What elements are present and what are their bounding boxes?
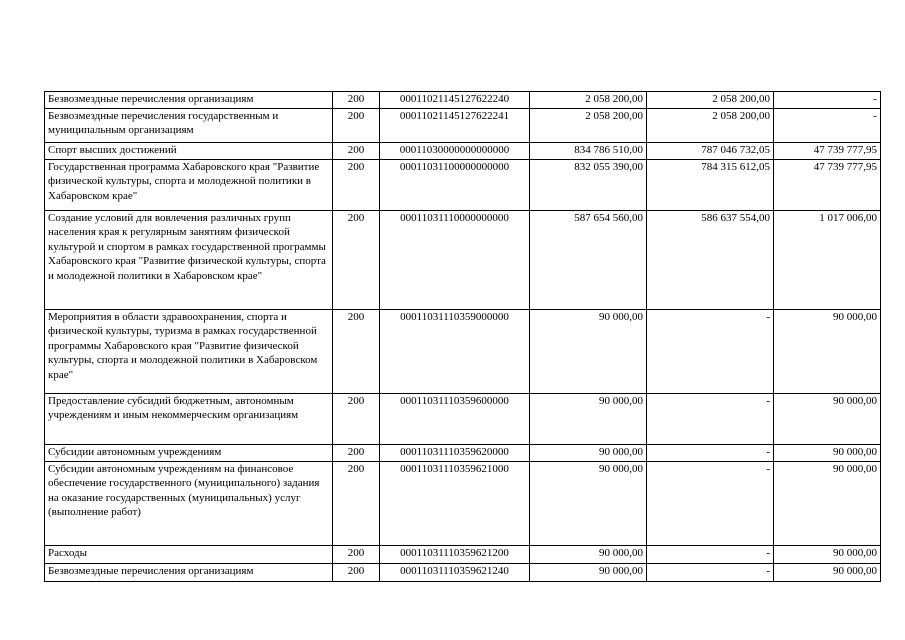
approved-amount-cell: 832 055 390,00: [530, 159, 647, 210]
approved-amount-cell: 90 000,00: [530, 444, 647, 461]
line-code-cell: 200: [333, 393, 380, 444]
item-name-cell: Безвозмездные перечисления государственным и муниципальным организациям: [45, 108, 333, 142]
table-row: [45, 108, 881, 142]
table-row: [45, 461, 881, 545]
remaining-amount-cell: 90 000,00: [774, 563, 881, 581]
executed-amount-cell: 2 058 200,00: [647, 108, 774, 142]
executed-amount-cell: 586 637 554,00: [647, 210, 774, 309]
item-name-cell: Расходы: [45, 545, 333, 563]
remaining-amount-cell: 47 739 777,95: [774, 159, 881, 210]
budget-code-cell: 00011031110359600000: [380, 393, 530, 444]
approved-amount-cell: 834 786 510,00: [530, 142, 647, 159]
budget-code-cell: 00011031110000000000: [380, 210, 530, 309]
item-name-cell: Государственная программа Хабаровского края "Развитие физической культуры, спорта и молодежной политики в Хабаровском крае": [45, 159, 333, 210]
budget-execution-table: [44, 91, 881, 582]
budget-code-cell: 00011031110359000000: [380, 309, 530, 393]
executed-amount-cell: 2 058 200,00: [647, 92, 774, 109]
budget-code-cell: 00011021145127622240: [380, 92, 530, 109]
executed-amount-cell: 787 046 732,05: [647, 142, 774, 159]
remaining-amount-cell: 90 000,00: [774, 393, 881, 444]
executed-amount-cell: 784 315 612,05: [647, 159, 774, 210]
remaining-amount-cell: 90 000,00: [774, 309, 881, 393]
table-row: [45, 210, 881, 309]
remaining-amount-cell: 1 017 006,00: [774, 210, 881, 309]
executed-amount-cell: -: [647, 563, 774, 581]
item-name-cell: Безвозмездные перечисления организациям: [45, 563, 333, 581]
item-name-cell: Создание условий для вовлечения различных групп населения края к регулярным занятиям физической культурой и спортом в рамках государственной программы Хабаровского края "Развитие физической культуры, спорта и молодежной политики в Хабаровском крае": [45, 210, 333, 309]
table-row: [45, 563, 881, 581]
table-row: [45, 545, 881, 563]
item-name-cell: Мероприятия в области здравоохранения, спорта и физической культуры, туризма в рамках государственной программы Хабаровского края "Развитие физической культуры, спорта и молодежной политики в Хабаровском крае": [45, 309, 333, 393]
budget-code-cell: 00011021145127622241: [380, 108, 530, 142]
executed-amount-cell: -: [647, 309, 774, 393]
remaining-amount-cell: 90 000,00: [774, 461, 881, 545]
budget-code-cell: 00011030000000000000: [380, 142, 530, 159]
executed-amount-cell: -: [647, 444, 774, 461]
item-name-cell: Безвозмездные перечисления организациям: [45, 92, 333, 109]
budget-code-cell: 00011031110359621000: [380, 461, 530, 545]
line-code-cell: 200: [333, 545, 380, 563]
budget-code-cell: 00011031110359621240: [380, 563, 530, 581]
line-code-cell: 200: [333, 210, 380, 309]
line-code-cell: 200: [333, 159, 380, 210]
remaining-amount-cell: -: [774, 92, 881, 109]
approved-amount-cell: 587 654 560,00: [530, 210, 647, 309]
table-row: [45, 444, 881, 461]
item-name-cell: Спорт высших достижений: [45, 142, 333, 159]
line-code-cell: 200: [333, 142, 380, 159]
approved-amount-cell: 2 058 200,00: [530, 92, 647, 109]
table-row: [45, 309, 881, 393]
budget-code-cell: 00011031110359621200: [380, 545, 530, 563]
table-row: [45, 393, 881, 444]
executed-amount-cell: -: [647, 461, 774, 545]
remaining-amount-cell: 90 000,00: [774, 545, 881, 563]
line-code-cell: 200: [333, 309, 380, 393]
budget-code-cell: 00011031100000000000: [380, 159, 530, 210]
table-body: [45, 92, 881, 582]
approved-amount-cell: 90 000,00: [530, 563, 647, 581]
item-name-cell: Субсидии автономным учреждениям: [45, 444, 333, 461]
remaining-amount-cell: -: [774, 108, 881, 142]
approved-amount-cell: 90 000,00: [530, 545, 647, 563]
line-code-cell: 200: [333, 444, 380, 461]
table-row: [45, 92, 881, 109]
approved-amount-cell: 90 000,00: [530, 309, 647, 393]
budget-code-cell: 00011031110359620000: [380, 444, 530, 461]
remaining-amount-cell: 47 739 777,95: [774, 142, 881, 159]
item-name-cell: Субсидии автономным учреждениям на финансовое обеспечение государственного (муниципального) задания на оказание государственных (муниципальных) услуг (выполнение работ): [45, 461, 333, 545]
line-code-cell: 200: [333, 461, 380, 545]
executed-amount-cell: -: [647, 545, 774, 563]
approved-amount-cell: 2 058 200,00: [530, 108, 647, 142]
approved-amount-cell: 90 000,00: [530, 461, 647, 545]
remaining-amount-cell: 90 000,00: [774, 444, 881, 461]
item-name-cell: Предоставление субсидий бюджетным, автономным учреждениям и иным некоммерческим организациям: [45, 393, 333, 444]
approved-amount-cell: 90 000,00: [530, 393, 647, 444]
executed-amount-cell: -: [647, 393, 774, 444]
line-code-cell: 200: [333, 563, 380, 581]
table-row: [45, 159, 881, 210]
line-code-cell: 200: [333, 108, 380, 142]
table-row: [45, 142, 881, 159]
line-code-cell: 200: [333, 92, 380, 109]
